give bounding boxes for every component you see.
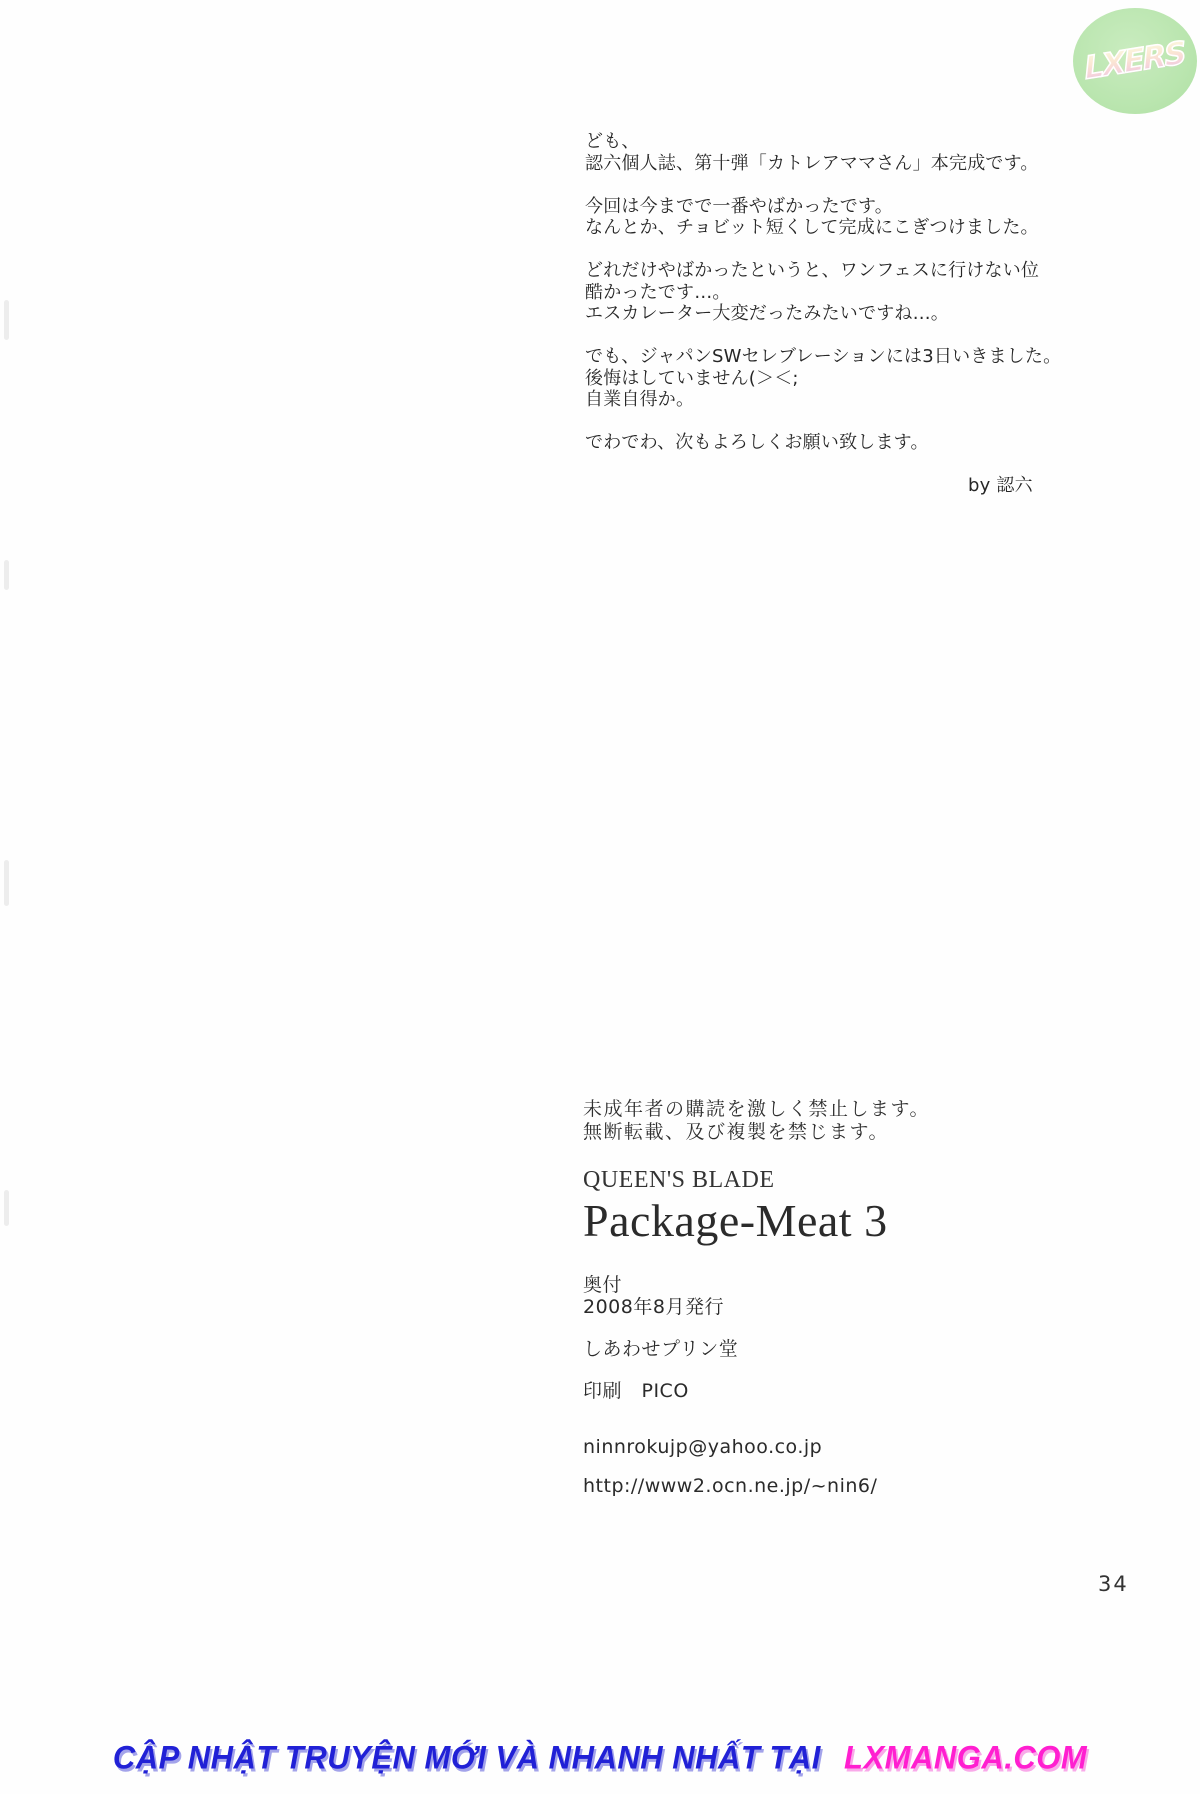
book-title: Package-Meat 3 bbox=[583, 1195, 888, 1246]
afterword-line: エスカレーター大変だったみたいですね…。 bbox=[585, 303, 949, 324]
footer-site-name: LXMANGA.COM bbox=[844, 1739, 1088, 1776]
afterword-paragraph bbox=[585, 260, 1165, 325]
afterword-paragraph bbox=[585, 196, 1165, 239]
footer-banner-text: CẬP NHẬT TRUYỆN MỚI VÀ NHANH NHẤT TẠI bbox=[112, 1739, 821, 1776]
afterword-line: 認六個人誌、第十弾「カトレアママさん」本完成です。 bbox=[585, 152, 1039, 174]
footer-banner bbox=[0, 1739, 1200, 1777]
afterword-line: ども、 bbox=[585, 131, 640, 152]
afterword-line: 酷かったです…。 bbox=[585, 281, 731, 303]
author-signature: by 認六 bbox=[968, 475, 1033, 496]
afterword-paragraph bbox=[585, 432, 1165, 454]
afterword-paragraph bbox=[585, 346, 1165, 411]
colophon-block bbox=[583, 1098, 1163, 1497]
circle-name: しあわせプリン堂 bbox=[583, 1338, 739, 1360]
afterword-paragraph bbox=[585, 131, 1165, 174]
publish-date: 2008年8月発行 bbox=[583, 1296, 724, 1318]
printer-name: 印刷 PICO bbox=[583, 1380, 689, 1402]
scan-artifact bbox=[4, 560, 9, 590]
afterword-line: でわでわ、次もよろしくお願い致します。 bbox=[585, 432, 929, 453]
afterword-line: どれだけやばかったというと、ワンフェスに行けない位 bbox=[585, 260, 1040, 281]
afterword-line: 自業自得か。 bbox=[585, 389, 695, 410]
scan-artifact bbox=[4, 860, 9, 906]
lxers-logo-text: LXERS bbox=[1083, 35, 1187, 87]
lxers-logo bbox=[1073, 8, 1197, 114]
afterword-line: なんとか、チョビット短くして完成にこぎつけました。 bbox=[585, 217, 1039, 238]
colophon-label: 奥付 bbox=[583, 1274, 623, 1296]
afterword-line: 今回は今までで一番やばかったです。 bbox=[585, 195, 893, 217]
scan-artifact bbox=[4, 1190, 9, 1226]
afterword-line: でも、ジャパンSWセレブレーションには3日いきました。 bbox=[585, 346, 1062, 367]
series-title: QUEEN'S BLADE bbox=[583, 1167, 775, 1193]
no-reproduction-line: 無断転載、及び複製を禁じます。 bbox=[583, 1122, 889, 1143]
afterword-text-block bbox=[585, 131, 1165, 497]
contact-email: ninnrokujp@yahoo.co.jp bbox=[583, 1436, 823, 1458]
age-warning-line: 未成年者の購読を激しく禁止します。 bbox=[583, 1099, 930, 1120]
afterword-line: 後悔はしていません(＞＜; bbox=[585, 367, 799, 389]
website-url: http://www2.ocn.ne.jp/~nin6/ bbox=[583, 1475, 878, 1497]
page-number: 34 bbox=[1098, 1572, 1129, 1596]
scan-artifact bbox=[4, 300, 9, 340]
